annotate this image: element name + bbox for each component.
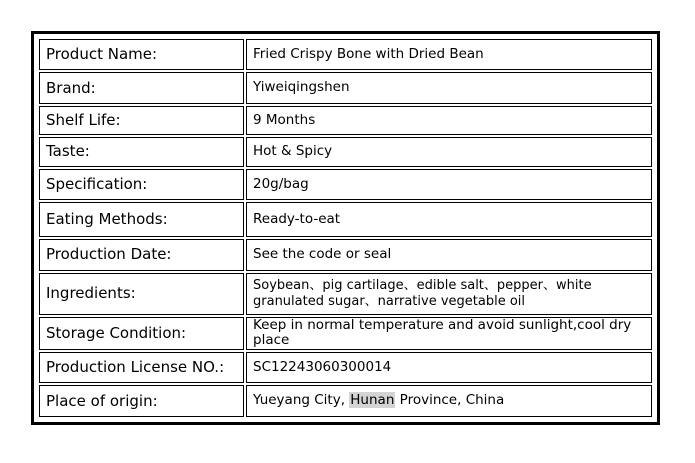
origin-country: Province, China <box>395 392 505 409</box>
row-value: See the code or seal <box>246 239 652 271</box>
row-value: Yiweiqingshen <box>246 72 652 103</box>
table-row-production-date <box>39 239 652 271</box>
origin-city: Yueyang City, <box>253 392 350 409</box>
row-value: Hot & Spicy <box>246 137 652 166</box>
row-label: Product Name: <box>39 39 244 70</box>
row-label: Eating Methods: <box>39 202 244 236</box>
row-label: Specification: <box>39 169 244 200</box>
table-row-storage-condition <box>39 317 652 350</box>
table-row-specification <box>39 169 652 200</box>
product-spec-table <box>37 37 654 419</box>
table-row-production-license <box>39 352 652 383</box>
row-value <box>246 385 652 417</box>
row-label: Production License NO.: <box>39 352 244 383</box>
row-label: Shelf Life: <box>39 106 244 135</box>
table-row-place-of-origin <box>39 385 652 417</box>
table-row-eating-methods <box>39 202 652 236</box>
row-value: Ready-to-eat <box>246 202 652 236</box>
row-label: Storage Condition: <box>39 317 244 350</box>
row-label: Production Date: <box>39 239 244 271</box>
row-value: SC12243060300014 <box>246 352 652 383</box>
row-value: 20g/bag <box>246 169 652 200</box>
table-row-ingredients <box>39 273 652 315</box>
table-row-product-name <box>39 39 652 70</box>
row-value: Fried Crispy Bone with Dried Bean <box>246 39 652 70</box>
table-row-shelf-life <box>39 106 652 135</box>
row-value: 9 Months <box>246 106 652 135</box>
row-label: Taste: <box>39 137 244 166</box>
product-spec-frame <box>31 31 660 425</box>
row-value: Soybean、pig cartilage、edible salt、pepper、white granulated sugar、narrative vegetable oil <box>246 273 652 315</box>
row-label: Brand: <box>39 72 244 103</box>
table-row-brand <box>39 72 652 103</box>
row-label: Place of origin: <box>39 385 244 417</box>
row-value: Keep in normal temperature and avoid sunlight,cool dry place <box>246 317 652 350</box>
table-row-taste <box>39 137 652 166</box>
origin-province-highlight: Hunan <box>350 392 395 409</box>
row-label: Ingredients: <box>39 273 244 315</box>
